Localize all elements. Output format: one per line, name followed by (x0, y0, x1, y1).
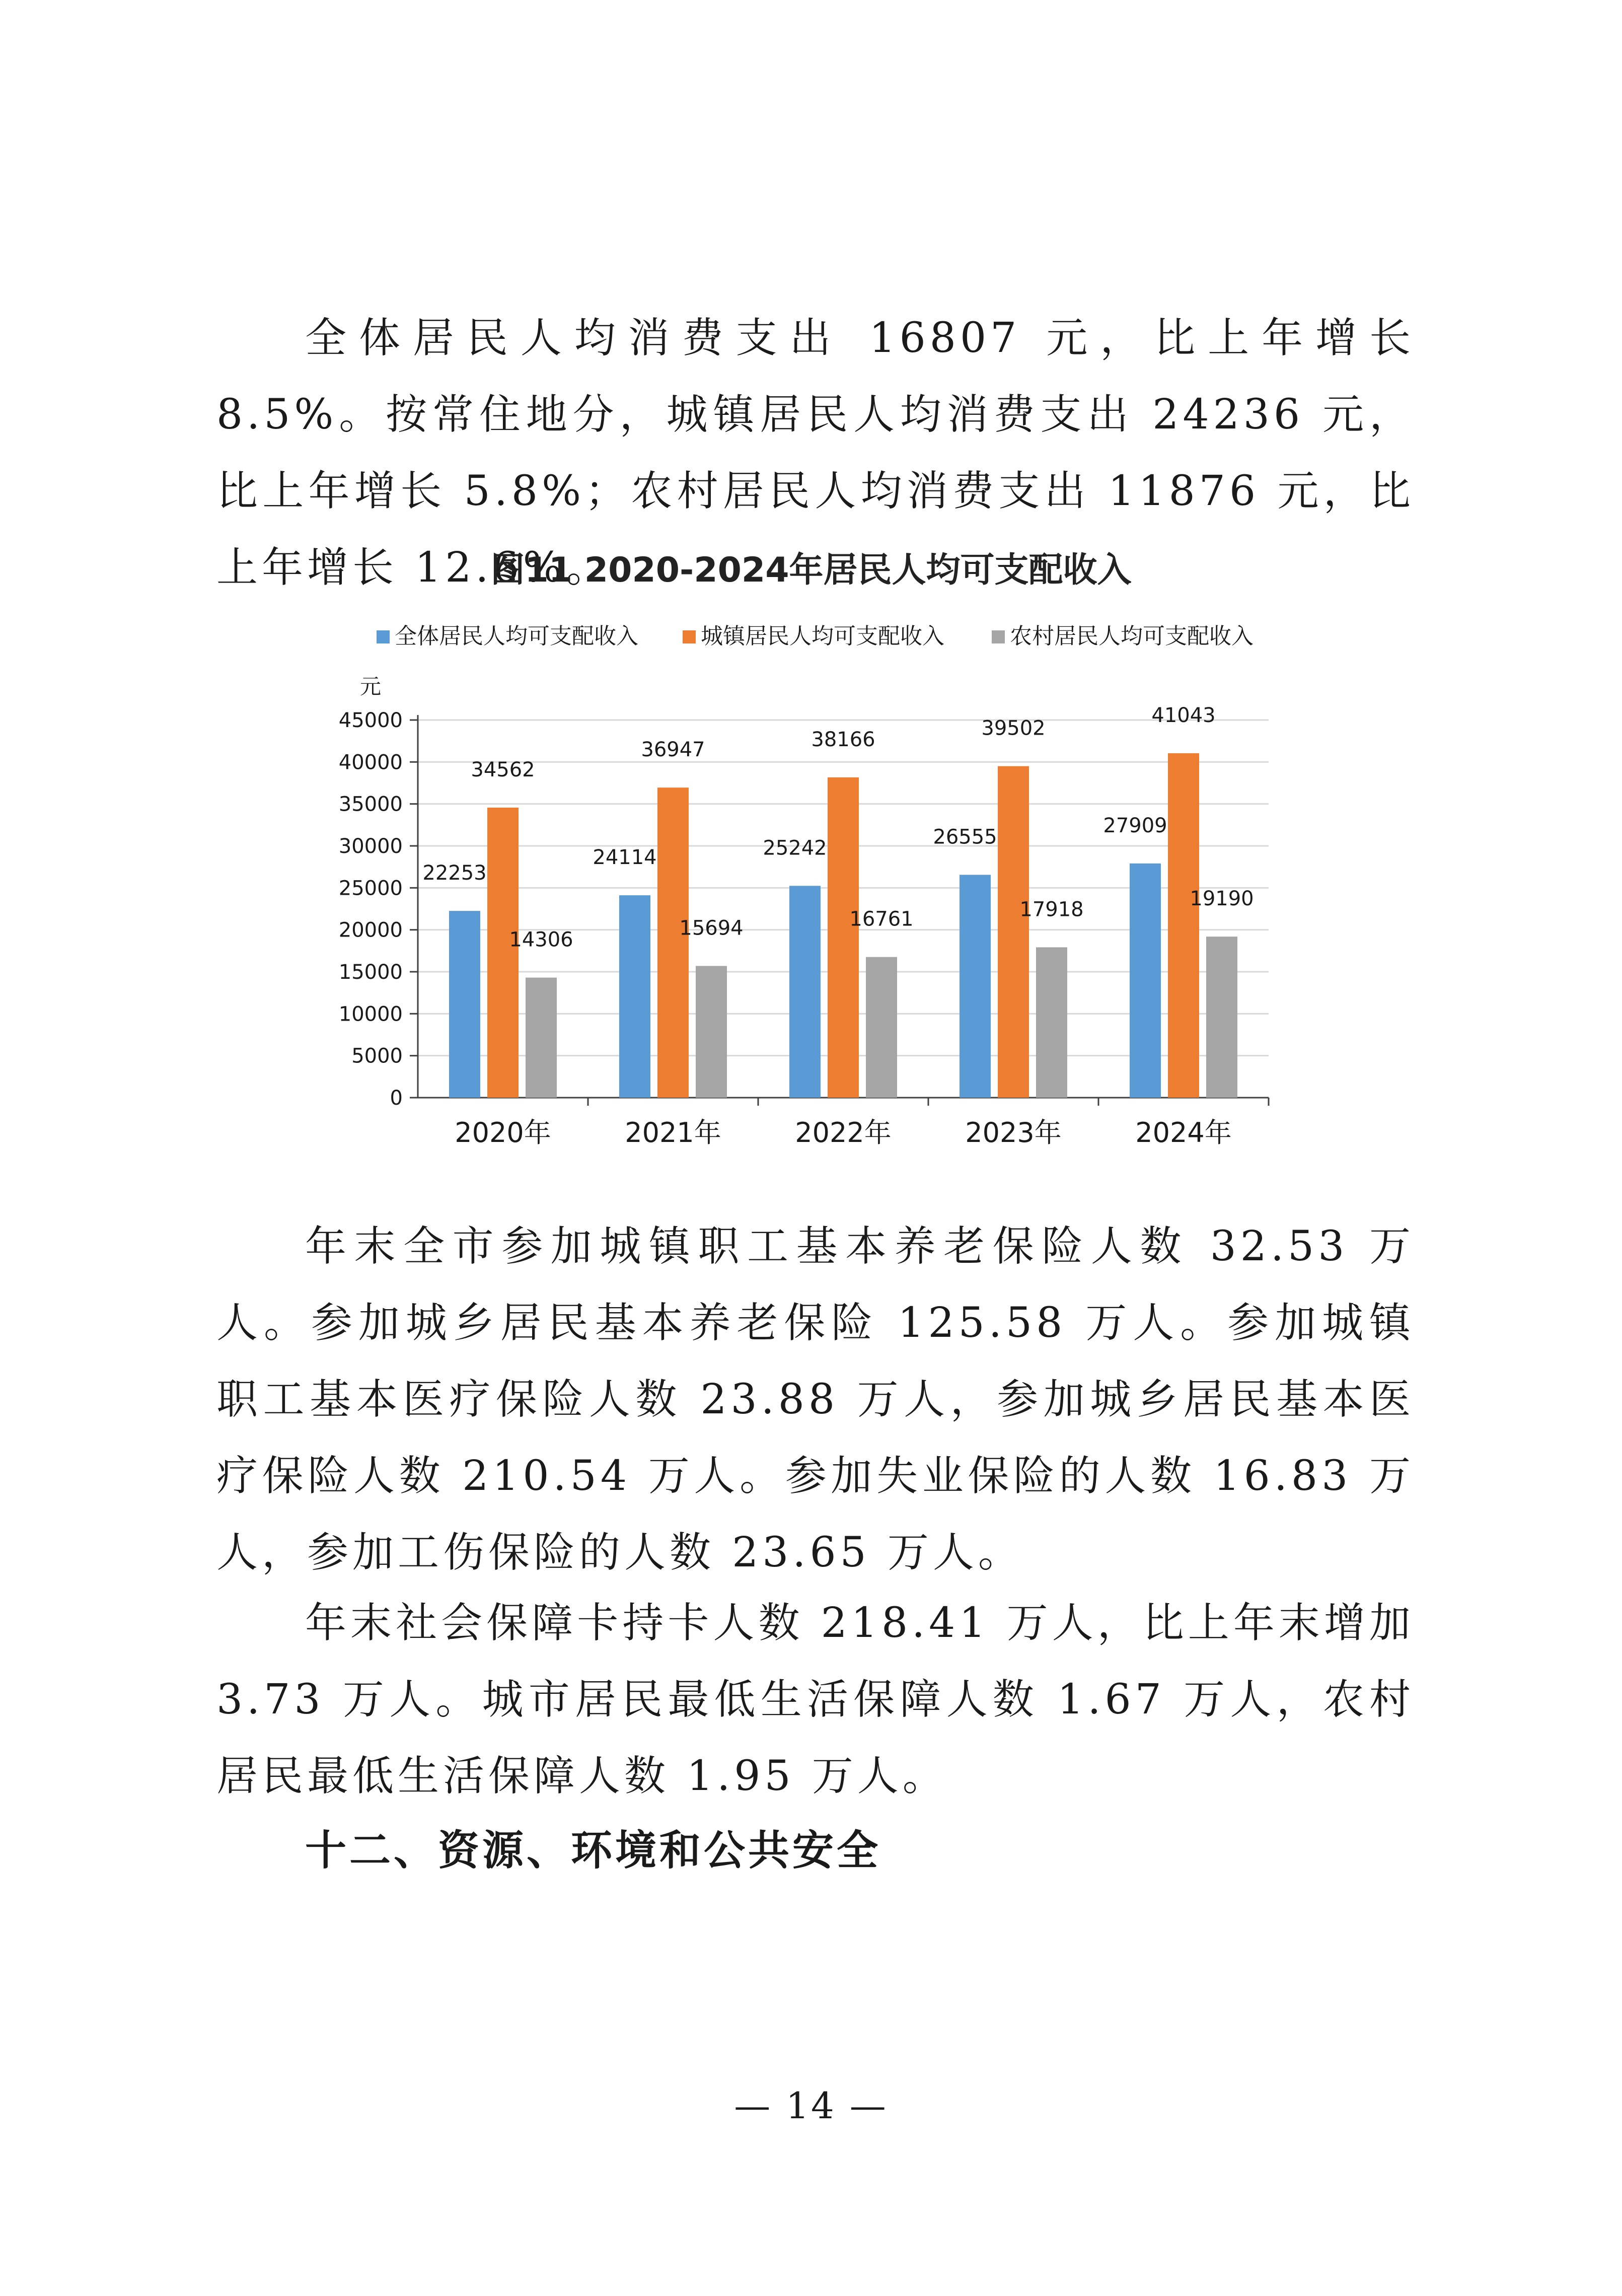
data-label: 19190 (1190, 887, 1254, 911)
data-label: 39502 (981, 716, 1046, 740)
paragraph-consumption: 全体居民人均消费支出 16807 元，比上年增长 8.5%。按常住地分，城镇居民人均消费支出 24236 元，比上年增长 5.8%；农村居民人均消费支出 11876 元，比上年增长 12.6%。 (216, 314, 1415, 592)
data-label: 27909 (1103, 814, 1167, 837)
legend-entry: 城镇居民人均可支配收入 (701, 623, 944, 649)
bar (487, 808, 519, 1098)
bar (866, 957, 897, 1098)
paragraph-social-security-card: 年末社会保障卡持卡人数 218.41 万人，比上年末增加 3.73 万人。城市居民最低生活保障人数 1.67 万人，农村居民最低生活保障人数 1.95 万人。 (216, 1599, 1415, 1800)
page-number: — 14 — (734, 2085, 888, 2127)
chart-title: 图11 2020-2024年居民人均可支配收入 (490, 550, 1132, 590)
bar (828, 777, 859, 1098)
bar (1168, 753, 1199, 1098)
y-tick-label: 5000 (351, 1044, 403, 1068)
y-tick-label: 45000 (338, 709, 403, 732)
paragraph-social-insurance: 年末全市参加城镇职工基本养老保险人数 32.53 万人。参加城乡居民基本养老保险 125.58 万人。参加城镇职工基本医疗保险人数 23.88 万人，参加城乡居民基本医疗保险人数 210.54 万人。参加失业保险的人数 16.83 万人，参加工伤保险的人数 23.65 万人。 (216, 1223, 1415, 1576)
y-tick-label: 0 (390, 1087, 403, 1110)
bar (1036, 947, 1067, 1098)
legend-entry: 农村居民人均可支配收入 (1010, 623, 1254, 649)
data-label: 16761 (849, 907, 914, 931)
x-tick-label: 2020年 (455, 1117, 551, 1149)
bar (526, 978, 557, 1098)
y-tick-label: 35000 (338, 793, 403, 816)
bar (619, 895, 650, 1098)
bar (789, 886, 821, 1098)
x-tick-label: 2022年 (795, 1117, 892, 1149)
y-axis-label: 元 (359, 674, 382, 699)
legend-swatch (683, 630, 696, 643)
data-label: 36947 (641, 738, 705, 762)
bar (1206, 937, 1237, 1098)
y-tick-label: 25000 (338, 877, 403, 900)
data-label: 15694 (679, 916, 744, 940)
y-tick-label: 10000 (338, 1002, 403, 1026)
section-heading: 十二、资源、环境和公共安全 (305, 1827, 881, 1875)
x-tick-label: 2024年 (1135, 1117, 1232, 1149)
data-label: 26555 (933, 825, 997, 849)
data-label: 24114 (593, 846, 657, 870)
data-label: 38166 (811, 728, 875, 751)
y-tick-label: 40000 (338, 751, 403, 774)
data-label: 22253 (422, 862, 487, 885)
data-label: 17918 (1019, 898, 1084, 921)
bar (1130, 864, 1161, 1098)
bar (657, 787, 689, 1098)
data-label: 41043 (1151, 703, 1216, 727)
legend-swatch (992, 630, 1005, 643)
data-label: 25242 (763, 836, 827, 860)
legend-entry: 全体居民人均可支配收入 (395, 623, 638, 649)
bar (696, 966, 727, 1098)
y-tick-label: 30000 (338, 835, 403, 858)
data-label: 34562 (471, 758, 535, 781)
y-tick-label: 15000 (338, 961, 403, 984)
y-tick-label: 20000 (338, 918, 403, 942)
x-tick-label: 2021年 (625, 1117, 721, 1149)
bar (449, 911, 480, 1098)
bar (998, 766, 1029, 1098)
data-label: 14306 (509, 928, 573, 952)
x-tick-label: 2023年 (965, 1117, 1062, 1149)
bar (960, 875, 991, 1098)
legend-swatch (377, 630, 390, 643)
